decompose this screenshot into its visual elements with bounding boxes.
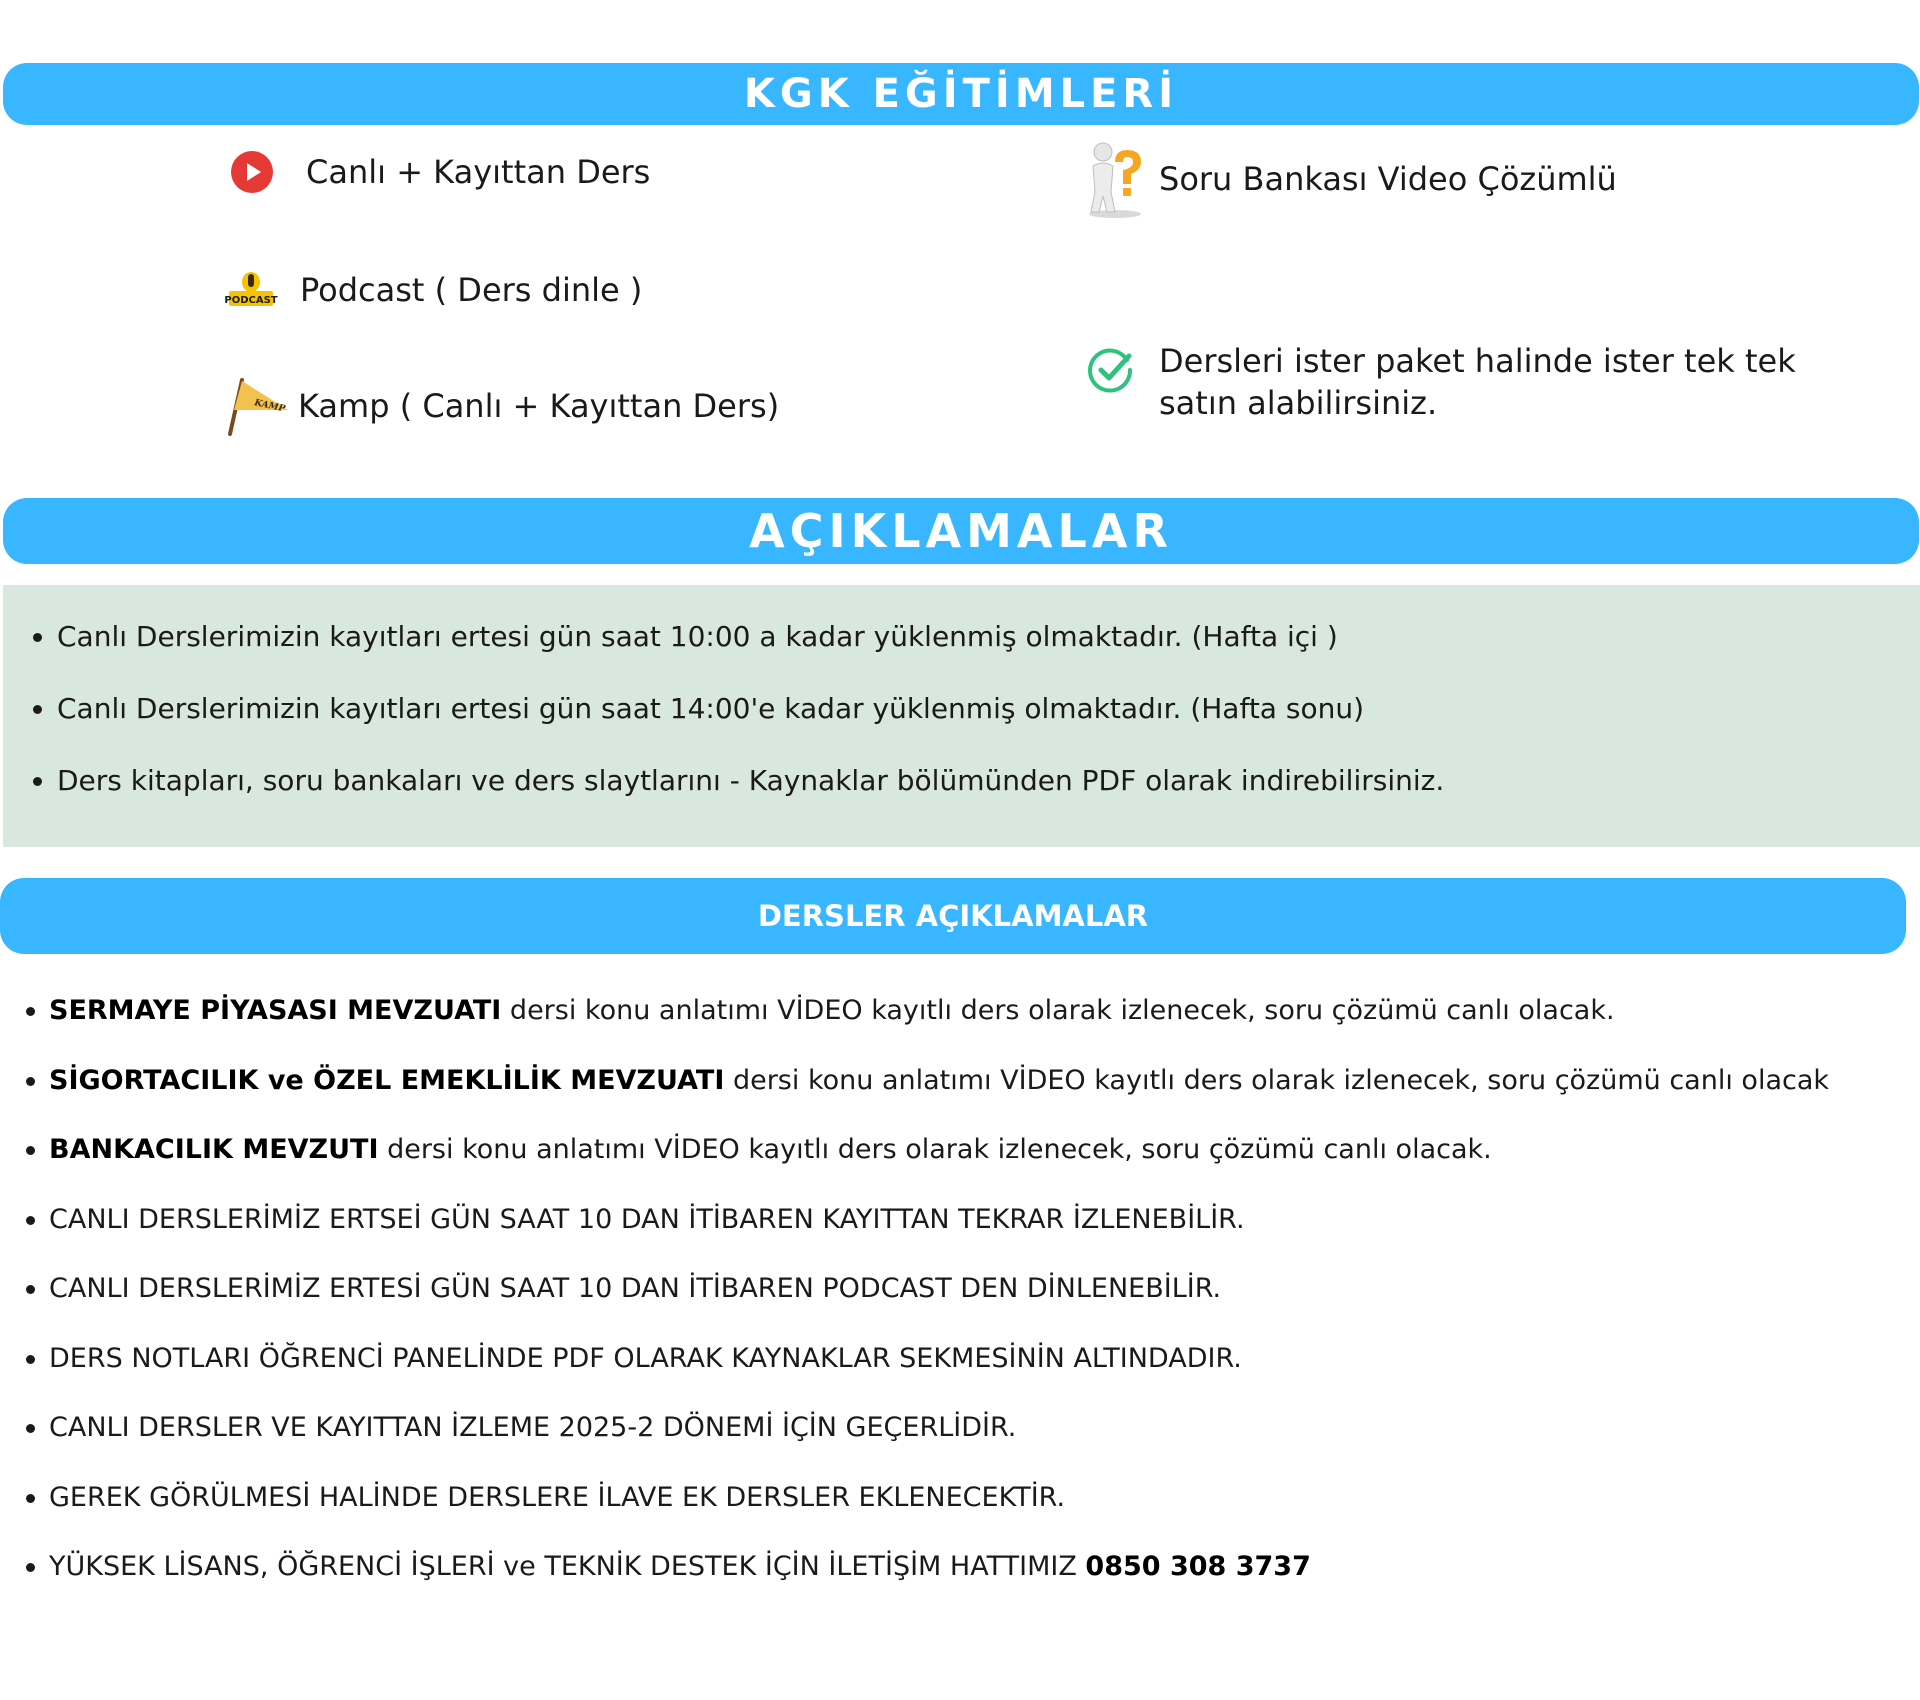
lesson-text: CANLI DERSLERİMİZ ERTSEİ GÜN SAAT 10 DAN İTİBAREN KAYITTAN TEKRAR İZLENEBİLİR. (49, 1203, 1245, 1235)
feature-soru-label: Soru Bankası Video Çözümlü (1159, 160, 1617, 198)
list-item (0, 1324, 1920, 1394)
podcast-icon-text: PODCAST (224, 295, 278, 306)
list-item (0, 1393, 1920, 1463)
feature-canli-kayittan (230, 150, 650, 194)
aciklamalar-title: AÇIKLAMALAR (749, 504, 1173, 558)
dersler-list (0, 976, 1920, 1602)
lesson-name: SERMAYE PİYASASI MEVZUATI (49, 995, 502, 1026)
list-item (0, 1046, 1920, 1116)
check-circle-icon (1087, 346, 1135, 394)
lesson-text: dersi konu anlatımı VİDEO kayıtlı ders olarak izlenecek, soru çözümü canlı olacak (724, 1064, 1830, 1096)
lesson-text: CANLI DERSLERİMİZ ERTESİ GÜN SAAT 10 DAN İTİBAREN PODCAST DEN DİNLENEBİLİR. (49, 1273, 1222, 1304)
feature-kamp (226, 376, 779, 436)
feature-paket-label: Dersleri ister paket halinde ister tek tek satın alabilirsiniz. (1159, 342, 1796, 422)
aciklamalar-list (3, 585, 1920, 817)
lesson-text: dersi konu anlatımı VİDEO kayıtlı ders olarak izlenecek, soru çözümü canlı olacak. (501, 995, 1615, 1026)
list-item (0, 1532, 1920, 1602)
lesson-name: BANKACILIK MEVZUTI (49, 1134, 379, 1165)
kgk-egitimleri-banner (3, 63, 1919, 125)
dersler-aciklamalar-banner (0, 878, 1906, 954)
list-item (0, 1254, 1920, 1324)
feature-podcast-label: Podcast ( Ders dinle ) (300, 271, 643, 309)
aciklamalar-banner (3, 498, 1919, 564)
list-item (0, 1185, 1920, 1255)
contact-phone: 0850 308 3737 (1085, 1551, 1311, 1582)
feature-podcast (224, 270, 643, 310)
list-item (0, 1115, 1920, 1185)
play-icon (230, 150, 274, 194)
feature-paket (1087, 340, 1819, 424)
dersler-aciklamalar-title: DERSLER AÇIKLAMALAR (757, 899, 1149, 933)
feature-kamp-label: Kamp ( Canlı + Kayıttan Ders) (298, 387, 780, 425)
flag-icon (226, 376, 290, 436)
lesson-text: YÜKSEK LİSANS, ÖĞRENCİ İŞLERİ ve TEKNİK DESTEK İÇİN İLETİŞİM HATTIMIZ (49, 1551, 1086, 1582)
lesson-text: dersi konu anlatımı VİDEO kayıtlı ders olarak izlenecek, soru çözümü canlı olacak. (378, 1134, 1492, 1165)
question-person-icon (1085, 140, 1147, 218)
flag-icon-text: KAMP (253, 398, 286, 415)
list-item: Canlı Derslerimizin kayıtları ertesi gün saat 10:00 a kadar yüklenmiş olmaktadır. (Hafta içi ) (3, 601, 1920, 673)
list-item: Ders kitapları, soru bankaları ve ders slaytlarını - Kaynaklar bölümünden PDF olarak indirebilirsiniz. (3, 745, 1920, 817)
feature-canli-label: Canlı + Kayıttan Ders (306, 153, 651, 191)
podcast-icon (224, 270, 278, 310)
list-item (0, 976, 1920, 1046)
lesson-name: SİGORTACILIK ve ÖZEL EMEKLİLİK MEVZUATI (49, 1064, 725, 1096)
lesson-text: DERS NOTLARI ÖĞRENCİ PANELİNDE PDF OLARAK KAYNAKLAR SEKMESİNİN ALTINDADIR. (49, 1342, 1242, 1374)
lesson-text: CANLI DERSLER VE KAYITTAN İZLEME 2025-2 DÖNEMİ İÇİN GEÇERLİDİR. (49, 1412, 1017, 1443)
list-item (0, 1463, 1920, 1533)
list-item: Canlı Derslerimizin kayıtları ertesi gün saat 14:00'e kadar yüklenmiş olmaktadır. (Hafta sonu) (3, 673, 1920, 745)
kgk-egitimleri-title: KGK EĞİTİMLERİ (743, 71, 1179, 117)
feature-soru-bankasi (1085, 140, 1617, 218)
lesson-text: GEREK GÖRÜLMESİ HALİNDE DERSLERE İLAVE EK DERSLER EKLENECEKTİR. (49, 1481, 1066, 1513)
aciklamalar-box (3, 585, 1920, 847)
